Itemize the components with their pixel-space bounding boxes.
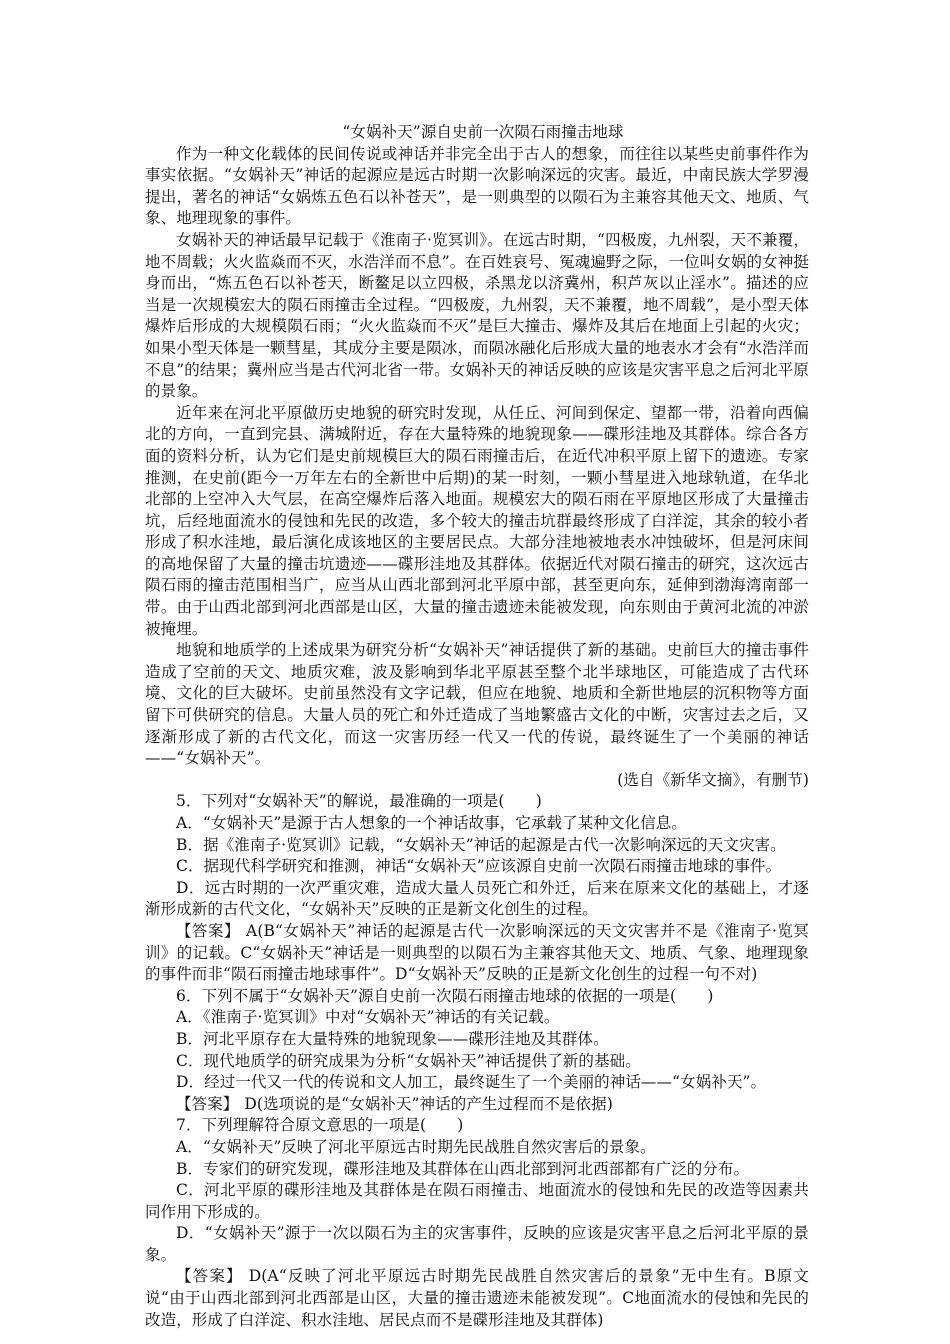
article-paragraph-3: 近年来在河北平原做历史地貌的研究时发现，从任丘、河间到保定、望都一带，沿着向西偏北的方向，一直到完县、满城附近，存在大量特殊的地貌现象——碟形洼地及其群体。综合各方面的资料分析，认为它们是史前规模巨大的陨石雨撞击后，在近代冲积平原上留下的遗迹。专家推测，在史前(距今一万年左右的全新世中后期)的某一时刻，一颗小彗星进入地球轨道，在华北北部的上空冲入大气层，在高空爆炸后落入地面。规模宏大的陨石雨在平原地区形成了大量撞击坑，后经地面流水的侵蚀和先民的改造，多个较大的撞击坑群最终形成了白洋淀，其余的较小者形成了积水洼地，最后演化成该地区的主要居民点。大部分洼地被地表水冲蚀破坏，但是河床间的高地保留了大量的撞击坑遗迹——碟形洼地及其群体。依据近代对陨石撞击的研究，这次远古陨石雨的撞击范围相当广，应当从山西北部到河北平原中部，甚至更向东，延伸到渤海湾南部一带。由于山西北部到河北西部是山区，大量的撞击遗迹未能被发现，向东则由于黄河北流的冲淤被掩埋。 xyxy=(145,403,809,638)
question-7 xyxy=(145,1115,809,1331)
question-option-c: C．据现代科学研究和推测，神话“女娲补天”应该源自史前一次陨石雨撞击地球的事件。 xyxy=(176,857,782,876)
answer-text: D(A“反映了河北平原远古时期先民战胜自然灾害后的景象”无中生有。B原文说“由于山西北部到河北西部是山区，大量的撞击遗迹未能被发现”。C地面流水的侵蚀和先民的改造，形成了白洋淀、积水洼地、居民点而不是碟形洼地及其群体) xyxy=(145,1267,809,1329)
answer-label: 【答案】 xyxy=(176,1094,239,1113)
article-paragraph-1: 作为一种文化载体的民间传说或神话并非完全出于古人的想象，而往往以某些史前事件作为事实依据。“女娲补天”神话的起源应是远古时期一次影响深远的灾害。最近，中南民族大学罗漫提出，著名的神话“女娲炼五色石以补苍天”，是一则典型的以陨石为主兼容其他天文、地质、气象、地理现象的事件。 xyxy=(145,144,809,228)
question-option-a: A．“女娲补天”是源于古人想象的一个神话故事，它承载了某种文化信息。 xyxy=(176,814,687,832)
article-title: “女娲补天”源自史前一次陨石雨撞击地球 xyxy=(342,123,624,141)
answer-text: D(选项说的是“女娲补天”神话的产生过程而不是依据) xyxy=(244,1094,613,1113)
document-page xyxy=(145,122,809,1331)
question-stem: 6．下列不属于“女娲补天”源自史前一次陨石雨撞击地球的依据的一项是( ) xyxy=(176,986,714,1005)
question-option-a: A．《淮南子·览冥训》中对“女娲补天”神话的有关记载。 xyxy=(176,1008,560,1027)
question-6 xyxy=(145,986,809,1116)
question-option-d: D．远古时期的一次严重灾难，造成大量人员死亡和外迁，后来在原来文化的基础上，才逐渐形成新的古代文化，“女娲补天”反映的正是新文化创生的过程。 xyxy=(145,878,809,919)
question-stem: 7．下列理解符合原文意思的一项是( ) xyxy=(176,1116,464,1135)
question-option-d: D．“女娲补天”源于一次以陨石为主的灾害事件，反映的应该是灾害平息之后河北平原的景象。 xyxy=(145,1224,809,1264)
question-option-c: C．河北平原的碟形洼地及其群体是在陨石雨撞击、地面流水的侵蚀和先民的改造等因素共同作用下形成的。 xyxy=(145,1181,809,1221)
answer-label: 【答案】 xyxy=(176,1267,243,1286)
article-source: (选自《新华文摘》，有删节) xyxy=(617,770,809,789)
question-option-a: A．“女娲补天”反映了河北平原远古时期先民战胜自然灾害后的景象。 xyxy=(176,1137,656,1156)
answer-label: 【答案】 xyxy=(176,921,241,940)
question-stem: 5．下列对“女娲补天”的解说，最准确的一项是( ) xyxy=(176,792,542,811)
question-option-b: B．河北平原存在大量特殊的地貌现象——碟形洼地及其群体。 xyxy=(176,1029,609,1048)
answer-text: A(B“女娲补天”神话的起源是古代一次影响深远的天文灾害并不是《淮南子·览冥训》的记载。C“女娲补天”神话是一则典型的以陨石为主兼容其他天文、地质、气象、地理现象的事件而非“陨石雨撞击地球事件”。D“女娲补天”反映的正是新文化创生的过程一句不对) xyxy=(145,921,809,984)
question-option-b: B．据《淮南子·览冥训》记载，“女娲补天”神话的起源是古代一次影响深远的天文灾害。 xyxy=(176,835,786,854)
question-option-c: C．现代地质学的研究成果为分析“女娲补天”神话提供了新的基础。 xyxy=(176,1051,641,1070)
question-option-d: D．经过一代又一代的传说和文人加工，最终诞生了一个美丽的神话——“女娲补天”。 xyxy=(176,1073,767,1092)
article-paragraph-2: 女娲补天的神话最早记载于《淮南子·览冥训》。在远古时期，“四极废，九州裂，天不兼覆，地不周载；火火监焱而不灭，水浩洋而不息”。在百姓哀号、冤魂遍野之际，一位叫女娲的女神挺身而出，“炼五色石以补苍天，断鳌足以立四极，杀黑龙以济冀州，积芦灰以止淫水”。描述的应当是一次规模宏大的陨石雨撞击全过程。“四极废，九州裂，天不兼覆，地不周载”，是小型天体爆炸后形成的大规模陨石雨；“火火监焱而不灭”是巨大撞击、爆炸及其后在地面上引起的火灾；如果小型天体是一颗彗星，其成分主要是陨冰，而陨冰融化后形成大量的地表水才会有“水浩洋而不息”的结果；冀州应当是古代河北省一带。女娲补天的神话反映的应该是灾害平息之后河北平原的景象。 xyxy=(145,230,809,401)
question-5 xyxy=(145,791,809,985)
question-answer xyxy=(145,1266,809,1331)
question-answer xyxy=(145,1094,809,1116)
question-answer xyxy=(145,921,809,986)
article-paragraph-4: 地貌和地质学的上述成果为研究分析“女娲补天”神话提供了新的基础。史前巨大的撞击事件造成了空前的天文、地质灾难，波及影响到华北平原甚至整个北半球地区，可能造成了古代环境、文化的巨大破坏。史前虽然没有文字记载，但应在地貌、地质和全新世地层的沉积物等方面留下可供研究的信息。大量人员的死亡和外迁造成了当地繁盛古文化的中断，灾害过去之后，又逐渐形成了新的古代文化，而这一灾害历经一代又一代的传说，最终诞生了一个美丽的神话——“女娲补天”。 xyxy=(145,641,809,768)
question-option-b: B．专家们的研究发现，碟形洼地及其群体在山西北部到河北西部都有广泛的分布。 xyxy=(176,1159,750,1178)
